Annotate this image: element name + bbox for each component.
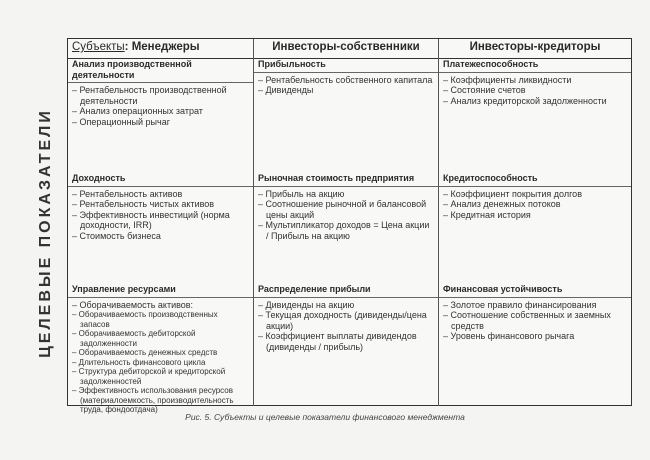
table-header	[68, 39, 631, 59]
list-item: – Коэффициенты ликвидности	[443, 75, 627, 86]
table-cell	[68, 172, 254, 283]
header-managers: : Менеджеры	[124, 41, 200, 53]
header-cell-owners: Инвесторы-собственники	[254, 39, 439, 58]
list-item: – Оборачиваемость активов:	[72, 300, 249, 311]
list-item: – Состояние счетов	[443, 85, 627, 96]
list-item: – Текущая доходность (дивиденды/цена акции)	[258, 310, 434, 331]
list-item: – Стоимость бизнеса	[72, 231, 249, 242]
list-item: – Эффективность использования ресурсов (материалоемкость, производительность труда, фондоотдача)	[72, 386, 249, 415]
list-item: – Дивиденды	[258, 85, 434, 96]
item-list	[68, 83, 253, 127]
cell-title: Финансовая устойчивость	[439, 283, 631, 298]
figure-caption: Рис. 5. Субъекты и целевые показатели финансового менеджмента	[185, 412, 465, 422]
cell-title: Анализ производственной деятельности	[68, 58, 253, 83]
header-cell-managers	[68, 39, 254, 58]
list-item: – Оборачиваемость денежных средств	[72, 348, 249, 358]
cell-title: Платежеспособность	[439, 58, 631, 73]
table-cell	[439, 283, 631, 406]
list-item: – Коэффициент покрытия долгов	[443, 189, 627, 200]
table-cell	[254, 172, 439, 283]
cell-title: Доходность	[68, 172, 253, 187]
item-list	[254, 73, 438, 96]
list-item: – Рентабельность собственного капитала	[258, 75, 434, 86]
cell-title: Кредитоспособность	[439, 172, 631, 187]
side-label-text: ЦЕЛЕВЫЕ ПОКАЗАТЕЛИ	[37, 107, 54, 358]
table-cell	[439, 58, 631, 172]
list-item: – Дивиденды на акцию	[258, 300, 434, 311]
list-item: – Анализ операционных затрат	[72, 106, 249, 117]
header-subjects: Субъекты	[72, 41, 125, 53]
item-list	[439, 73, 631, 107]
table-cell	[439, 172, 631, 283]
item-list	[68, 298, 253, 415]
cell-title: Прибыльность	[254, 58, 438, 73]
list-item: – Соотношение рыночной и балансовой цены акций	[258, 199, 434, 220]
cell-title: Управление ресурсами	[68, 283, 253, 298]
header-cell-creditors: Инвесторы-кредиторы	[469, 41, 601, 53]
list-item: – Кредитная история	[443, 210, 627, 221]
item-list	[68, 187, 253, 242]
list-item: – Рентабельность активов	[72, 189, 249, 200]
list-item: – Мультипликатор доходов = Цена акции / Прибыль на акцию	[258, 220, 434, 241]
table-row	[68, 58, 631, 172]
item-list	[439, 298, 631, 342]
indicators-table	[67, 38, 632, 414]
item-list	[254, 187, 438, 242]
list-item: – Эффективность инвестиций (норма доходности, IRR)	[72, 210, 249, 231]
table-row	[68, 283, 631, 414]
side-label	[28, 60, 64, 405]
cell-title: Рыночная стоимость предприятия	[254, 172, 438, 187]
list-item: – Анализ денежных потоков	[443, 199, 627, 210]
table-cell	[254, 58, 439, 172]
list-item: – Золотое правило финансирования	[443, 300, 627, 311]
list-item: – Соотношение собственных и заемных средств	[443, 310, 627, 331]
table-row	[68, 172, 631, 283]
list-item: – Операционный рычаг	[72, 117, 249, 128]
table-cell	[254, 283, 439, 406]
list-item: – Рентабельность чистых активов	[72, 199, 249, 210]
list-item: – Оборачиваемость производственных запасов	[72, 310, 249, 329]
cell-title: Распределение прибыли	[254, 283, 438, 298]
list-item: – Прибыль на акцию	[258, 189, 434, 200]
list-item: – Анализ кредиторской задолженности	[443, 96, 627, 107]
list-item: – Уровень финансового рычага	[443, 331, 627, 342]
list-item: – Коэффициент выплаты дивидендов (дивиденды / прибыль)	[258, 331, 434, 352]
item-list	[254, 298, 438, 353]
list-item: – Рентабельность производственной деятельности	[72, 85, 249, 106]
list-item: – Структура дебиторской и кредиторской задолженностей	[72, 367, 249, 386]
list-item: – Длительность финансового цикла	[72, 358, 249, 368]
list-item: – Оборачиваемость дебиторской задолженности	[72, 329, 249, 348]
table-cell	[68, 283, 254, 414]
table-cell	[68, 58, 254, 172]
item-list	[439, 187, 631, 221]
